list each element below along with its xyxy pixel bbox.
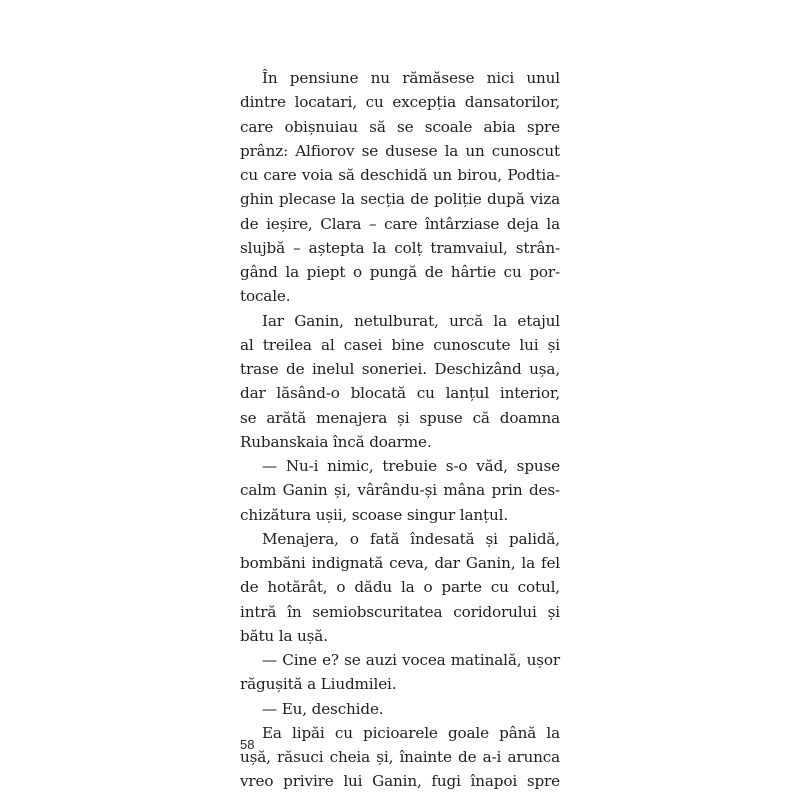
page-number: 58 <box>240 737 255 752</box>
text-line: intră în semiobscuritatea coridorului și <box>240 602 560 621</box>
text-line: — Cine e? se auzi vocea matinală, ușor <box>262 651 560 669</box>
text-line: ușă, răsuci cheia și, înainte de a-i arunca <box>240 748 560 766</box>
paragraph <box>240 697 560 721</box>
text-line: bătu la ușă. <box>240 626 328 645</box>
text-line: vreo privire lui Ganin, fugi înapoi spre <box>240 772 560 791</box>
text-line: Menajera, o fată îndesată și palidă, <box>262 529 560 548</box>
text-line: — Nu-i nimic, trebuie s-o văd, spuse <box>262 457 560 475</box>
text-line: cu care voia să deschidă un birou, Podtia- <box>240 166 560 184</box>
text-line: chizătura ușii, scoase singur lanțul. <box>240 505 509 524</box>
text-line: calm Ganin și, vârându-și mâna prin des- <box>240 481 560 500</box>
paragraph <box>240 454 560 527</box>
text-line: răgușită a Liudmilei. <box>240 675 397 694</box>
text-line: dar lăsând-o blocată cu lanțul interior, <box>240 384 560 403</box>
body-text <box>240 66 560 794</box>
text-line: Rubanskaia încă doarme. <box>240 432 432 451</box>
text-line: prânz: Alfiorov se dusese la un cunoscut <box>240 141 560 160</box>
paragraph <box>240 309 560 455</box>
text-line: Iar Ganin, netulburat, urcă la etajul <box>262 311 560 330</box>
text-line: — Eu, deschide. <box>262 699 384 718</box>
paragraph <box>240 648 560 697</box>
text-line: care obișnuiau să se scoale abia spre <box>240 117 560 136</box>
text-line: ghin plecase la secția de poliție după viza <box>240 190 560 209</box>
paragraph <box>240 721 560 794</box>
text-line: În pensiune nu rămăsese nici unul <box>262 69 560 87</box>
text-line: tocale. <box>240 287 291 306</box>
text-line: bombăni indignată ceva, dar Ganin, la fel <box>240 554 560 572</box>
text-line: Ea lipăi cu picioarele goale până la <box>262 723 560 742</box>
text-line: trase de inelul soneriei. Deschizând ușa, <box>240 360 560 378</box>
text-line: dintre locatari, cu excepția dansatorilor, <box>240 93 560 112</box>
text-line: de ieșire, Clara – care întârziase deja la <box>240 214 560 233</box>
paragraph <box>240 527 560 648</box>
text-line: al treilea al casei bine cunoscute lui și <box>240 335 560 354</box>
text-line: slujbă – aștepta la colț tramvaiul, strân- <box>240 238 560 257</box>
text-line: de hotărât, o dădu la o parte cu cotul, <box>240 578 560 597</box>
text-line: gând la piept o pungă de hârtie cu por- <box>240 263 560 281</box>
paragraph <box>240 66 560 309</box>
text-line: se arătă menajera și spuse că doamna <box>240 408 560 427</box>
